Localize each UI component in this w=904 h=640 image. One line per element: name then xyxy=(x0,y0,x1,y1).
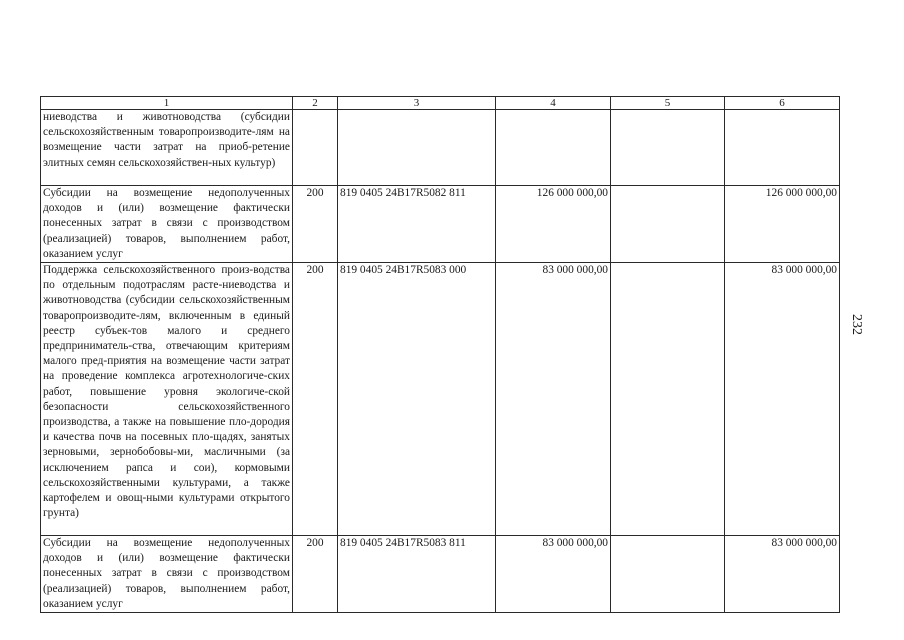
description-cell: Субсидии на возмещение недополученных доходов и (или) возмещение фактически понесенных затрат в связи с производством (реализацией) товаров, выполнением работ, оказанием услуг xyxy=(41,536,293,613)
code-cell: 819 0405 24В17R5083 811 xyxy=(338,536,496,613)
amount5-cell xyxy=(611,186,725,263)
amount6-cell xyxy=(725,110,840,186)
col2-cell xyxy=(293,110,338,186)
description-cell: ниеводства и животноводства (субсидии сельскохозяйственным товаропроизводите-лям на возмещение части затрат на приоб-ретение элитных семян сельскохозяйствен-ных культур) xyxy=(41,110,293,186)
table-row xyxy=(41,263,840,536)
col2-cell: 200 xyxy=(293,536,338,613)
amount4-cell: 83 000 000,00 xyxy=(496,536,611,613)
header-cell-3: 3 xyxy=(338,97,496,110)
header-cell-6: 6 xyxy=(725,97,840,110)
amount6-cell: 83 000 000,00 xyxy=(725,536,840,613)
amount4-cell: 83 000 000,00 xyxy=(496,263,611,536)
col2-cell: 200 xyxy=(293,186,338,263)
table-row xyxy=(41,186,840,263)
page-number: 232 xyxy=(849,314,864,335)
code-cell: 819 0405 24В17R5083 000 xyxy=(338,263,496,536)
description-cell: Поддержка сельскохозяйственного произ-водства по отдельным подотраслям расте-ниеводства и животноводства (субсидии сельскохозяйственным товаропроизводите-лям, включенным в единый реестр субъек-тов малого и среднего предприниматель-ства, отвечающим критериям малого пред-приятия на возмещение части затрат на проведение комплекса агротехнологиче-ских работ, повышение уровня экологиче-ской безопасности сельскохозяйственного производства, а также на повышение пло-дородия и качества почв на посевных пло-щадях, занятых зерновыми, зернобобовы-ми, масличными (за исключением рапса и сои), кормовыми сельскохозяйственными культурами, а также картофелем и овощ-ными культурами открытого грунта) xyxy=(41,263,293,536)
amount5-cell xyxy=(611,263,725,536)
amount6-cell: 126 000 000,00 xyxy=(725,186,840,263)
amount4-cell xyxy=(496,110,611,186)
col2-cell: 200 xyxy=(293,263,338,536)
table-row xyxy=(41,110,840,186)
budget-table xyxy=(40,96,840,613)
code-cell: 819 0405 24В17R5082 811 xyxy=(338,186,496,263)
header-cell-4: 4 xyxy=(496,97,611,110)
header-cell-2: 2 xyxy=(293,97,338,110)
amount4-cell: 126 000 000,00 xyxy=(496,186,611,263)
code-cell xyxy=(338,110,496,186)
header-row xyxy=(41,97,840,110)
amount6-cell: 83 000 000,00 xyxy=(725,263,840,536)
description-cell: Субсидии на возмещение недополученных доходов и (или) возмещение фактически понесенных затрат в связи с производством (реализацией) товаров, выполнением работ, оказанием услуг xyxy=(41,186,293,263)
amount5-cell xyxy=(611,110,725,186)
amount5-cell xyxy=(611,536,725,613)
header-cell-5: 5 xyxy=(611,97,725,110)
header-cell-1: 1 xyxy=(41,97,293,110)
table-row xyxy=(41,536,840,613)
